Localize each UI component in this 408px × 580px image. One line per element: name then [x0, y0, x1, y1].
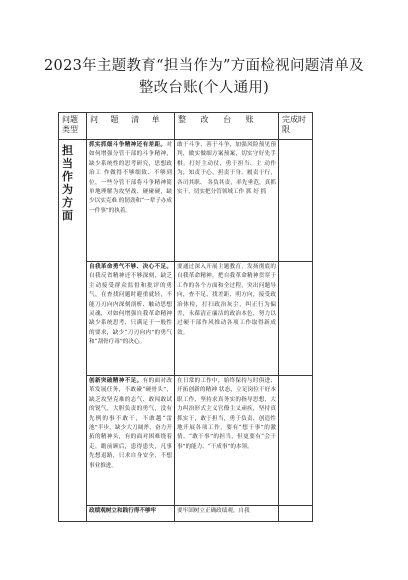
issue-table	[58, 112, 313, 522]
problem-lead: 政绩观树立和践行得不够牢	[89, 508, 157, 514]
problem-cell	[87, 140, 175, 262]
document-title-line1: 2023年主题教育“担当作为”方面检视问题清单及	[44, 58, 364, 74]
header-deadline: 完成时限	[279, 113, 313, 140]
problem-lead: 抓实抓细斗争精神还有差距。	[89, 142, 167, 148]
rectification-text: 在日常的工作中，始终保持与时俱进、开拓创新的精神 状态，立足岗位干好本职工作，坚持求真务实的指导思想，大力纠治形式主义官僚主义顽疾，坚持真抓实干，敢于担当，勇于负责，创造性地开展各项工作，要有“想干事”的激情、“敢干事”的担当，但更要有“会干事”的能力、“干成事”的本领。	[177, 378, 276, 450]
problem-cell	[87, 506, 175, 522]
problem-text: 有的面对改革发展任务，不敢碰“硬骨头”，缺乏攻坚克难的志气、敢闯敢试的锐气，大胆负责的勇气，没有先例的事不敢干，不敢越“雷池”半步，缺少大刀阔斧、奋力开拓的精神头，有的面对困难绕着走，瞻前顾后，患得患失，凡事先想退路，只求自身安全，不想事业推进。	[89, 378, 172, 469]
category-cell: 担当作为方面	[59, 140, 87, 522]
table-row	[59, 140, 313, 262]
header-rectification: 整 改 台 账	[175, 113, 279, 140]
header-category: 问题类型	[59, 113, 87, 140]
problem-lead: 自我革命勇气不够、决心不足。	[89, 264, 172, 270]
document-title-line2: 整改台账(个人通用)	[138, 80, 270, 96]
table-header-row	[59, 113, 313, 140]
rectification-cell	[175, 376, 279, 506]
rectification-text: 要牢固树立正确政绩观，自我	[177, 508, 250, 514]
problem-text: 对如何增强分管干部的斗争精神，缺少系统性的思考研究，思想政治工 作做得不够细致、不够到位，一些分管干部将斗争精神简单地理解为攻坚战、硬碰硬，缺少以实克难 的韧劲和“一辈子办成一件事”的执着。	[89, 142, 172, 214]
problem-cell	[87, 262, 175, 376]
rectification-text: 敢于斗争、善于斗争，加强风险预见预判，做实做细方案预案，切实守好先手棋，打好主动仗，勇于担当、主 动作为，知责于心、担责于身、履责于行，各司其职、 各负其责，率先垂范，真抓实干，切实把分管领域工作 抓 好 抓	[177, 142, 276, 196]
deadline-cell	[279, 506, 313, 522]
rectification-cell	[175, 262, 279, 376]
rectification-cell	[175, 140, 279, 262]
deadline-cell	[279, 376, 313, 506]
problem-cell	[87, 376, 175, 506]
table-row	[59, 262, 313, 376]
rectification-text: 要通过深入开展主题教育，发扬彻底的自我革命精神，把自我革命精神贯穿于工作的各个方面和全过程，突出问题导向，查不足、找差距、明方向，接受政治体检，打扫政治灰尘，纠正行为偏差，永葆清正廉洁的政治本色，努力以过硬干部作风推动各项工作取得新成效。	[177, 264, 276, 336]
deadline-cell	[279, 262, 313, 376]
rectification-cell	[175, 506, 279, 522]
header-problems: 问 题 清 单	[87, 113, 175, 140]
problem-lead: 创新突破精神不足。	[89, 378, 143, 384]
deadline-cell	[279, 140, 313, 262]
table-row	[59, 506, 313, 522]
problem-text: 自我反省精神还不够深刻，缺乏主动接受群众监督和批评的勇气，在查找问题时避重就轻，不能刀刃向内深刻剖析、触动思想灵魂，对如何增强自我革命精神缺少系统思考，只满足于一般性的要求，缺少“刀刃向内”的勇气和“刮骨疗毒”的决心。	[89, 273, 172, 346]
table-row	[59, 376, 313, 506]
